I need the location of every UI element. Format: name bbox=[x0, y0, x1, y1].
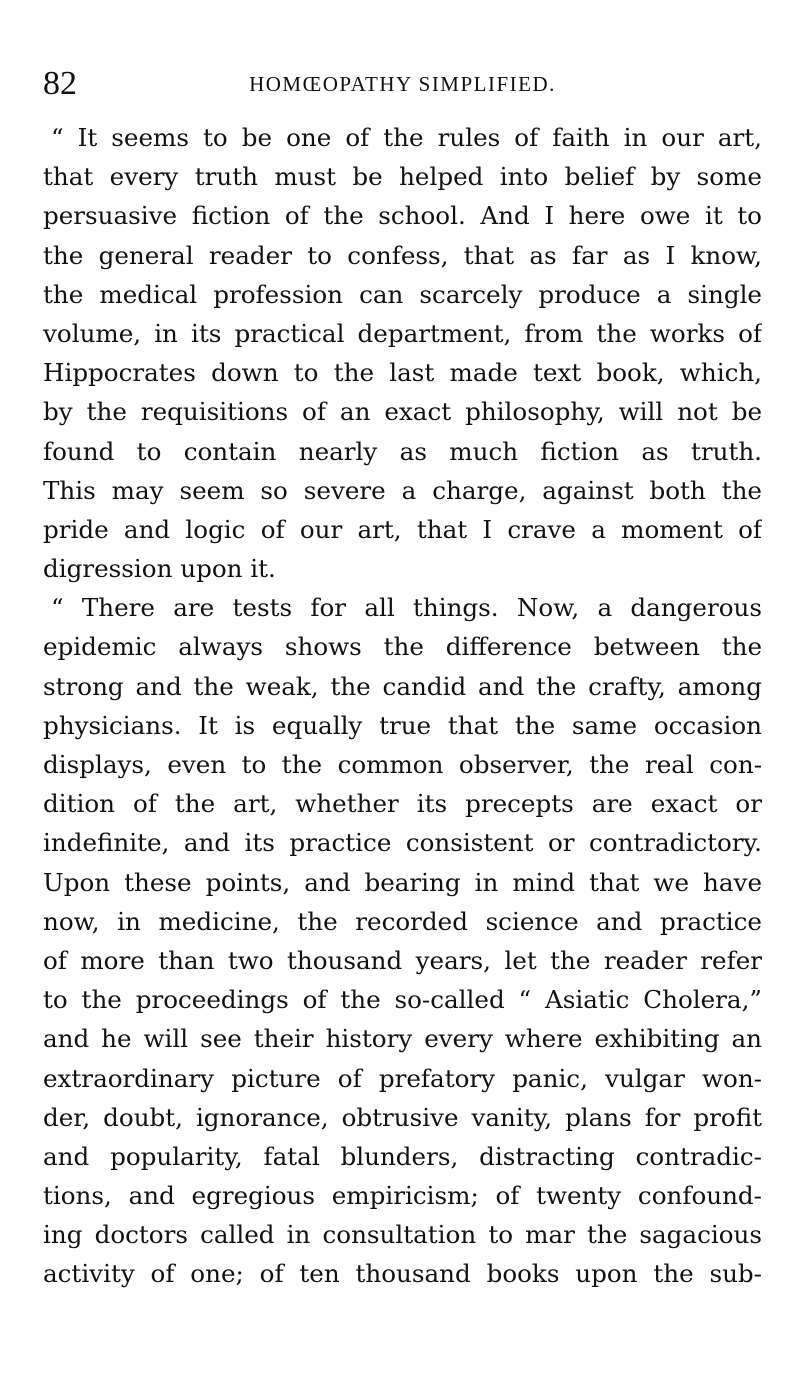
page-number: 82 bbox=[43, 65, 77, 102]
text-line: persuasive fiction of the school. And I here owe it to bbox=[43, 201, 762, 231]
text-line: by the requisitions of an exact philosophy, will not be bbox=[43, 397, 762, 427]
text-line: and popularity, fatal blunders, distracting contradic- bbox=[43, 1141, 762, 1171]
text-line: now, in medicine, the recorded science and practice bbox=[43, 906, 762, 936]
text-line: indefinite, and its practice consistent or contradictory. bbox=[43, 828, 762, 858]
text-line: “ It seems to be one of the rules of faith in our art, bbox=[51, 123, 762, 152]
text-line: volume, in its practical department, from the works of bbox=[43, 318, 762, 348]
text-line: “ There are tests for all things. Now, a dangerous bbox=[51, 593, 762, 623]
text-line: tions, and egregious empiricism; of twenty confound- bbox=[43, 1181, 762, 1211]
text-line: epidemic always shows the difference between the bbox=[43, 632, 762, 662]
text-line: Hippocrates down to the last made text book, which, bbox=[43, 358, 762, 388]
text-line: This may seem so severe a charge, against both the bbox=[43, 475, 762, 505]
text-line: Upon these points, and bearing in mind that we have bbox=[43, 867, 762, 897]
running-title: HOMŒOPATHY SIMPLIFIED. bbox=[249, 72, 556, 96]
paragraph-1 bbox=[43, 118, 762, 588]
text-line: and he will see their history every where exhibiting an bbox=[43, 1024, 762, 1054]
body-text bbox=[43, 118, 762, 1294]
text-line: digression upon it. bbox=[43, 554, 276, 584]
text-line: found to contain nearly as much fiction as truth. bbox=[43, 436, 762, 466]
text-line: displays, even to the common observer, the real con- bbox=[43, 750, 762, 779]
text-line: activity of one; of ten thousand books upon the sub- bbox=[43, 1259, 762, 1289]
text-line: pride and logic of our art, that I crave a moment of bbox=[43, 514, 762, 544]
text-line: dition of the art, whether its precepts are exact or bbox=[43, 789, 762, 819]
text-line: to the proceedings of the so-called “ Asiatic Cholera,” bbox=[43, 985, 762, 1015]
text-line: ing doctors called in consultation to mar the sagacious bbox=[43, 1220, 762, 1250]
text-line: the medical profession can scarcely produce a single bbox=[43, 279, 762, 309]
text-line: extraordinary picture of prefatory panic, vulgar won- bbox=[43, 1063, 762, 1093]
book-page bbox=[0, 64, 800, 1398]
text-line: that every truth must be helped into belief by some bbox=[43, 162, 762, 192]
running-header bbox=[43, 64, 762, 104]
paragraph-2 bbox=[43, 588, 762, 1293]
text-line: der, doubt, ignorance, obtrusive vanity, plans for profit bbox=[43, 1102, 762, 1132]
text-line: of more than two thousand years, let the reader refer bbox=[43, 945, 762, 975]
text-line: strong and the weak, the candid and the crafty, among bbox=[43, 671, 762, 701]
text-line: physicians. It is equally true that the same occasion bbox=[43, 710, 762, 740]
text-line: the general reader to confess, that as far as I know, bbox=[43, 240, 762, 270]
